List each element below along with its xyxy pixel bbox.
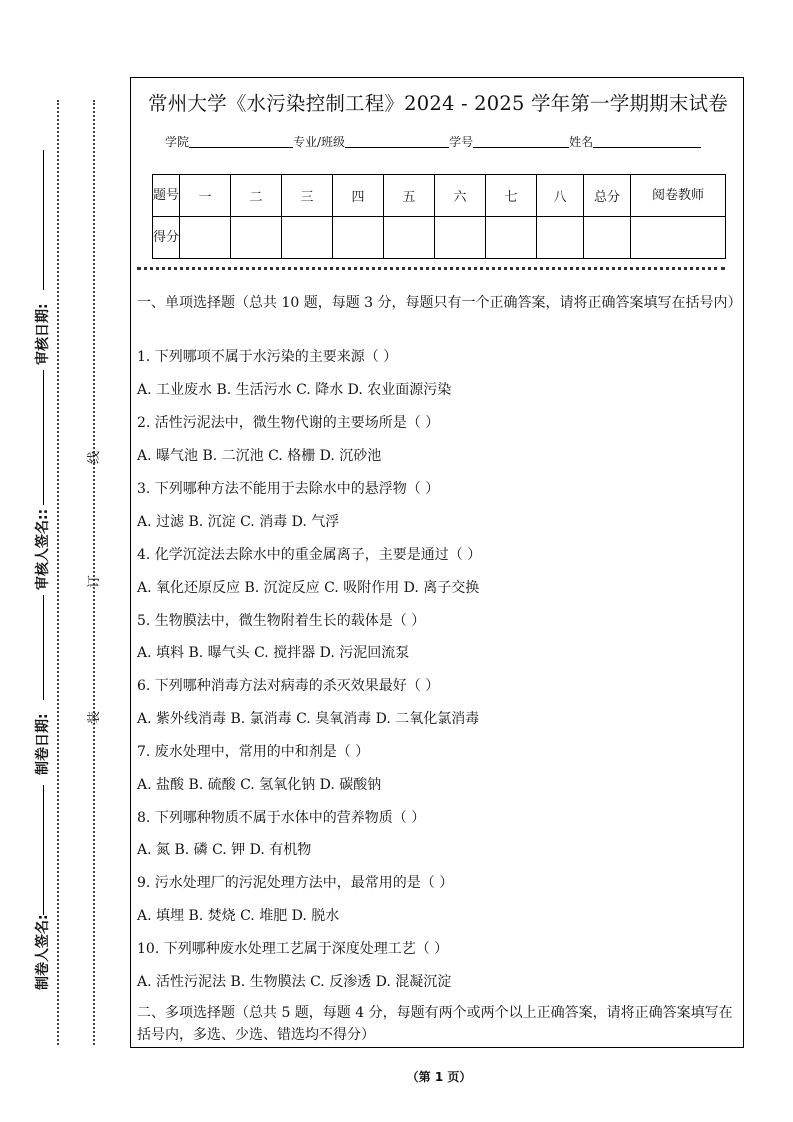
score-col-5: 五 <box>384 175 435 217</box>
score-cell[interactable] <box>584 217 631 259</box>
score-cell[interactable] <box>282 217 333 259</box>
score-col-8: 八 <box>537 175 584 217</box>
score-row-label: 得分 <box>153 217 180 259</box>
score-cell[interactable] <box>180 217 231 259</box>
question-9-options: A. 填埋 B. 焚烧 C. 堆肥 D. 脱水 <box>137 908 340 924</box>
score-cell[interactable] <box>231 217 282 259</box>
exam-title: 常州大学《水污染控制工程》2024 - 2025 学年第一学期期末试卷 <box>148 92 728 115</box>
major-field[interactable] <box>345 135 449 148</box>
score-col-1: 一 <box>180 175 231 217</box>
student-info-row <box>165 133 701 150</box>
question-3-options: A. 过滤 B. 沉淀 C. 消毒 D. 气浮 <box>137 514 340 530</box>
review-date-line <box>43 150 44 290</box>
question-9: 9. 污水处理厂的污泥处理方法中，最常用的是（ ） <box>137 875 454 891</box>
exam-frame <box>130 77 744 1048</box>
maker-sign-line <box>43 785 44 915</box>
score-table <box>152 174 726 259</box>
section1-heading: 一、单项选择题（总共 10 题，每题 3 分，每题只有一个正确答案，请将正确答案填写在括号内） <box>137 295 742 311</box>
score-col-3: 三 <box>282 175 333 217</box>
college-label: 学院 <box>165 135 190 149</box>
question-1-options: A. 工业废水 B. 生活污水 C. 降水 D. 农业面源污染 <box>137 382 452 398</box>
score-col-7: 七 <box>486 175 537 217</box>
college-field[interactable] <box>189 135 293 148</box>
score-col-6: 六 <box>435 175 486 217</box>
question-10-options: A. 活性污泥法 B. 生物膜法 C. 反渗透 D. 混凝沉淀 <box>137 974 452 990</box>
binding-dotted-line <box>93 100 95 1045</box>
question-3: 3. 下列哪种方法不能用于去除水中的悬浮物（ ） <box>137 481 440 497</box>
binding-char-zhuang: 装 <box>87 710 103 725</box>
question-7-options: A. 盐酸 B. 硫酸 C. 氢氧化钠 D. 碳酸钠 <box>137 777 382 793</box>
question-6-options: A. 紫外线消毒 B. 氯消毒 C. 臭氧消毒 D. 二氧化氯消毒 <box>137 711 480 727</box>
question-2-options: A. 曝气池 B. 二沉池 C. 格栅 D. 沉砂池 <box>137 448 382 464</box>
reviewer-sign-label: 审核人签名:: <box>35 508 51 590</box>
binding-strip <box>0 0 120 1122</box>
reviewer-label: 阅卷教师 <box>631 175 726 217</box>
question-1: 1. 下列哪项不属于水污染的主要来源（ ） <box>137 349 398 365</box>
question-5: 5. 生物膜法中，微生物附着生长的载体是（ ） <box>137 613 426 629</box>
score-cell[interactable] <box>631 217 726 259</box>
question-4: 4. 化学沉淀法去除水中的重金属离子，主要是通过（ ） <box>137 547 482 563</box>
reviewer-sign-line <box>43 370 44 505</box>
name-label: 姓名 <box>569 135 594 149</box>
question-number-label: 题号 <box>153 175 180 217</box>
score-cell[interactable] <box>537 217 584 259</box>
dotted-divider <box>137 267 725 270</box>
question-8-options: A. 氮 B. 磷 C. 钾 D. 有机物 <box>137 842 312 858</box>
name-field[interactable] <box>593 135 701 148</box>
score-cell[interactable] <box>333 217 384 259</box>
question-6: 6. 下列哪种消毒方法对病毒的杀灭效果最好（ ） <box>137 678 440 694</box>
question-10: 10. 下列哪种废水处理工艺属于深度处理工艺（ ） <box>137 941 449 957</box>
page-number: （第 1 页） <box>406 1070 472 1084</box>
question-4-options: A. 氧化还原反应 B. 沉淀反应 C. 吸附作用 D. 离子交换 <box>137 580 480 596</box>
seal-dotted-line <box>57 100 59 1045</box>
score-cell[interactable] <box>486 217 537 259</box>
student-id-field[interactable] <box>473 135 569 148</box>
make-date-line <box>43 595 44 700</box>
maker-sign-label: 制卷人签名: <box>35 914 51 990</box>
section2-heading: 二、多项选择题（总共 5 题，每题 4 分，每题有两个或两个以上正确答案，请将正确答案填写在括号内，多选、少选、错选均不得分） <box>137 1005 733 1043</box>
score-col-4: 四 <box>333 175 384 217</box>
make-date-label: 制卷日期: <box>35 713 51 775</box>
score-col-2: 二 <box>231 175 282 217</box>
score-col-total: 总分 <box>584 175 631 217</box>
review-date-label: 审核日期: <box>35 303 51 365</box>
question-5-options: A. 填料 B. 曝气头 C. 搅拌器 D. 污泥回流泵 <box>137 645 410 661</box>
question-7: 7. 废水处理中，常用的中和剂是（ ） <box>137 744 370 760</box>
question-2: 2. 活性污泥法中，微生物代谢的主要场所是（ ） <box>137 415 440 431</box>
major-label: 专业/班级 <box>293 135 346 149</box>
student-id-label: 学号 <box>449 135 474 149</box>
binding-char-ding: 订 <box>87 574 103 589</box>
question-8: 8. 下列哪种物质不属于水体中的营养物质（ ） <box>137 810 426 826</box>
score-cell[interactable] <box>384 217 435 259</box>
binding-char-xian: 线 <box>87 450 103 465</box>
score-cell[interactable] <box>435 217 486 259</box>
